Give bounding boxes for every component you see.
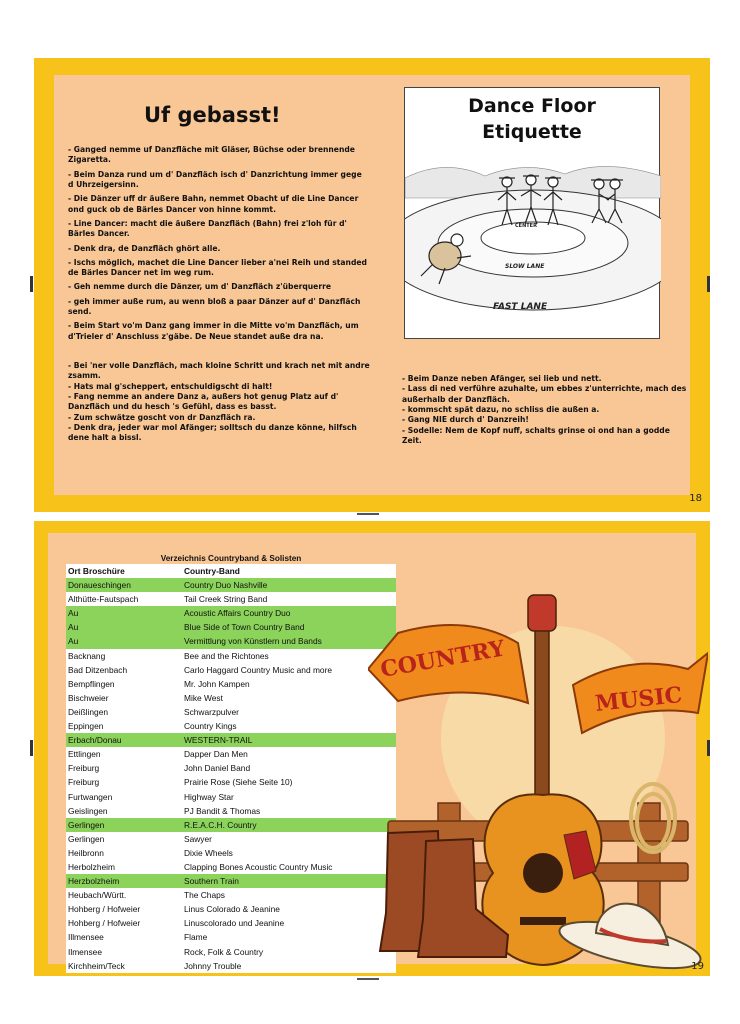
cell-ort: Au: [68, 622, 79, 633]
rule-item: - Beim Danza rund um d' Danzfläch isch d' Danzrichtung immer gege d Uhrzeigersinn.: [68, 169, 362, 189]
cell-ort: Herbolzheim: [68, 861, 116, 872]
side-mark: [707, 740, 710, 756]
table-row: [66, 888, 396, 902]
cell-band: Dapper Dan Men: [184, 749, 248, 760]
cell-band: Acoustic Affairs Country Duo: [184, 608, 291, 619]
table-row: [66, 719, 396, 733]
cell-band: Vermittlung von Künstlern und Bands: [184, 636, 322, 647]
rule-item: - Bei 'ner volle Danzfläch, mach kloine Schritt und krach net mit andre zsamm.: [68, 361, 370, 381]
table-row: [66, 705, 396, 719]
cell-band: Schwarzpulver: [184, 706, 239, 717]
header-band: Country-Band: [184, 566, 240, 576]
header-ort: Ort Broschüre: [68, 566, 125, 576]
cell-ort: Eppingen: [68, 721, 104, 732]
cell-ort: Bischweier: [68, 692, 109, 703]
rule-item: - Beim Danze neben Afänger, sei lieb und nett.: [402, 374, 602, 383]
table-row: [66, 747, 396, 761]
table-row: [66, 592, 396, 606]
side-mark: [30, 276, 33, 292]
table-title: Verzeichnis Countryband & Solisten: [66, 553, 396, 564]
page-18: [34, 58, 710, 512]
table-row: [66, 945, 396, 959]
table-row: [66, 959, 396, 973]
rule-item: - Geh nemme durch die Dänzer, um d' Danzfläch z'überquerre: [68, 282, 331, 292]
country-music-illustration: [368, 573, 708, 973]
table-row: [66, 649, 396, 663]
table-row: [66, 818, 396, 832]
table-row: [66, 761, 396, 775]
rules-list-2: [68, 361, 373, 444]
cell-band: Highway Star: [184, 791, 234, 802]
rule-item: - Denk dra, de Danzfläch ghört alle.: [68, 243, 221, 253]
table-row: [66, 874, 396, 888]
cell-ort: Hohberg / Hofweier: [68, 904, 141, 915]
rule-item: - Lass di ned verführe azuhalte, um ebbes z'unterrichte, mach des außerhalb der Danzfläch.: [402, 384, 687, 404]
table-row: [66, 930, 396, 944]
cell-ort: Donaueschingen: [68, 580, 131, 591]
cell-ort: Althütte-Fautspach: [68, 594, 139, 605]
cell-band: Prairie Rose (Siehe Seite 10): [184, 777, 293, 788]
page-19-content: [48, 533, 696, 971]
table-row: [66, 790, 396, 804]
cell-band: Flame: [184, 932, 208, 943]
cell-ort: Deißlingen: [68, 706, 109, 717]
cell-band: Rock, Folk & Country: [184, 946, 264, 957]
table-row: [66, 804, 396, 818]
cell-ort: Gerlingen: [68, 833, 105, 844]
table-row: [66, 916, 396, 930]
cell-ort: Erbach/Donau: [68, 735, 122, 746]
rule-item: - Gang NIE durch d' Danzreih!: [402, 415, 529, 425]
rules-list-3: [402, 374, 692, 446]
rule-item: - kommscht spät dazu, no schliss die außen a.: [402, 404, 600, 414]
cell-ort: Ettlingen: [68, 749, 101, 760]
cell-band: Tail Creek String Band: [184, 594, 268, 605]
cell-ort: Freiburg: [68, 763, 100, 774]
banner-word-music: MUSIC: [593, 681, 684, 717]
cell-ort: Heilbronn: [68, 847, 104, 858]
cell-band: Southern Train: [184, 876, 239, 887]
rule-item: - Line Dancer: macht die äußere Danzfläch (Bahn) frei z'loh für d' Bärles Dancer.: [68, 218, 347, 239]
cell-band: Dixie Wheels: [184, 847, 233, 858]
cell-ort: Ilmensee: [68, 946, 102, 957]
rule-item: - geh immer auße rum, au wenn bloß a paar Dänzer auf d' Danzfläch send.: [68, 296, 361, 317]
cell-band: Linuscolorado und Jeanine: [184, 918, 285, 929]
table-row: [66, 634, 396, 648]
banner-word-country: COUNTRY: [378, 635, 507, 683]
cell-ort: Au: [68, 636, 79, 647]
label-center: CENTER: [515, 223, 537, 229]
rule-item: - Ganged nemme uf Danzfläche mit Gläser, Büchse oder brennende Zigaretta.: [68, 145, 355, 165]
cell-ort: Bad Ditzenbach: [68, 664, 128, 675]
cell-band: John Daniel Band: [184, 763, 251, 774]
cell-ort: Kirchheim/Teck: [68, 960, 125, 971]
page-number: 19: [691, 961, 704, 972]
cell-band: R.E.A.C.H. Country: [184, 819, 257, 830]
cell-band: WESTERN-TRAIL: [184, 735, 253, 746]
rule-item: - Die Dänzer uff dr äußere Bahn, nemmet Obacht uf die Line Dancer ond guck ob de Bärles Dancer von hinne kommt.: [68, 194, 359, 214]
page-title: Uf gebasst!: [144, 103, 281, 127]
cartoon-title: [405, 94, 659, 145]
cell-band: Linus Colorado & Jeanine: [184, 904, 280, 915]
cell-ort: Au: [68, 608, 79, 619]
rule-item: - Hats mal g'scheppert, entschuldigscht di halt!: [68, 381, 273, 391]
table-row: [66, 578, 396, 592]
rule-item: - Ischs möglich, machet die Line Dancer lieber a'nei Reih und standed de Bärles Dancer net im weg rum.: [68, 257, 367, 278]
rule-item: - Zum schwätze goscht von dr Danzfläch ra.: [68, 412, 256, 422]
rule-item: - Beim Start vo'm Danz gang immer in die Mitte vo'm Danzfläch, um d'Trieler d' Anschluss z'gäbe. De Neue standet auße dra na.: [68, 321, 359, 341]
side-mark: [707, 276, 710, 292]
side-mark: [30, 740, 33, 756]
band-table: [66, 553, 396, 973]
cell-band: Country Duo Nashville: [184, 580, 268, 591]
table-row: [66, 606, 396, 620]
page-19: [34, 521, 710, 976]
table-row: [66, 902, 396, 916]
cell-band: Blue Side of Town Country Band: [184, 622, 305, 633]
cell-band: Mr. John Kampen: [184, 678, 250, 689]
cell-band: Sawyer: [184, 833, 212, 844]
table-row: [66, 733, 396, 747]
cell-ort: Illmensee: [68, 932, 104, 943]
cell-ort: Bempflingen: [68, 678, 115, 689]
rule-item: - Denk dra, jeder war mol Afänger; solltsch du danze könne, hilfsch dene halt a bissl.: [68, 422, 357, 443]
table-row: [66, 860, 396, 874]
cell-band: Mike West: [184, 692, 223, 703]
label-fast-lane: FAST LANE: [493, 302, 548, 312]
cell-band: Carlo Haggard Country Music and more: [184, 664, 333, 675]
cell-band: Bee and the Richtones: [184, 650, 269, 661]
table-body: [66, 578, 396, 973]
cell-band: Country Kings: [184, 721, 237, 732]
cell-ort: Backnang: [68, 650, 106, 661]
cell-band: The Chaps: [184, 890, 225, 901]
rule-item: - Sodelle: Nem de Kopf nuff, schalts grinse oi ond han a godde Zeit.: [402, 425, 670, 445]
cartoon-title-line-1: Dance Floor: [468, 95, 596, 117]
table-header: [66, 564, 396, 578]
cell-band: Johnny Trouble: [184, 960, 242, 971]
page-divider-mark: [357, 513, 379, 515]
label-slow-lane: SLOW LANE: [505, 263, 545, 270]
table-row: [66, 691, 396, 705]
table-row: [66, 775, 396, 789]
cell-ort: Furtwangen: [68, 791, 113, 802]
table-row: [66, 620, 396, 634]
page-18-content: [54, 75, 690, 495]
rules-list-1: [68, 145, 368, 346]
cell-ort: Herzbolzheim: [68, 876, 120, 887]
cell-ort: Geislingen: [68, 805, 108, 816]
cell-band: Clapping Bones Acoustic Country Music: [184, 861, 333, 872]
cell-band: PJ Bandit & Thomas: [184, 805, 261, 816]
cell-ort: Gerlingen: [68, 819, 105, 830]
page-number: 18: [689, 493, 702, 504]
dance-floor-cartoon: [404, 87, 660, 339]
cartoon-title-line-2: Etiquette: [482, 120, 582, 143]
page-divider-mark: [357, 978, 379, 980]
table-row: [66, 846, 396, 860]
cell-ort: Freiburg: [68, 777, 100, 788]
table-row: [66, 663, 396, 677]
cell-ort: Heubach/Württ.: [68, 890, 127, 901]
table-row: [66, 832, 396, 846]
cell-ort: Hohberg / Hofweier: [68, 918, 141, 929]
table-row: [66, 677, 396, 691]
rule-item: - Fang nemme an andere Danz a, außers hot genug Platz auf d' Danzfläch und du hesch 's Gefühl, dass es basst.: [68, 391, 339, 412]
